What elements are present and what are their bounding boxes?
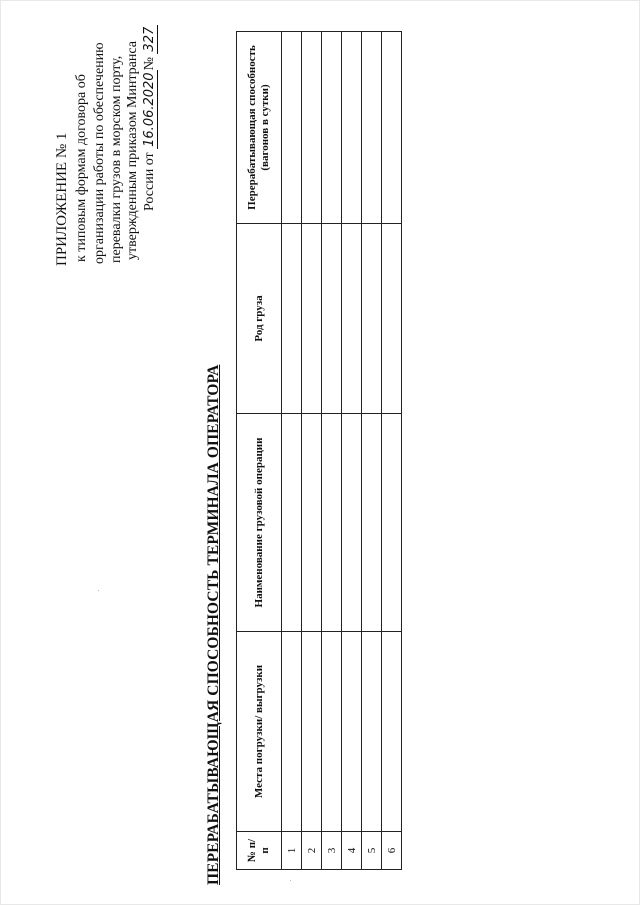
table-cell (302, 32, 322, 224)
table-row (362, 32, 382, 870)
header-cargo-type: Род груза (237, 224, 282, 414)
table-cell (282, 224, 302, 414)
table-cell (342, 414, 362, 632)
document-title: ПЕРЕРАБАТЫВАЮЩАЯ СПОСОБНОСТЬ ТЕРМИНАЛА ОПЕРАТОРА (205, 364, 222, 885)
handwritten-date: 16.06.2020 (142, 72, 157, 147)
row-number: 1 (282, 832, 302, 870)
table-cell (362, 32, 382, 224)
table-cell (322, 632, 342, 832)
row-number: 3 (322, 832, 342, 870)
appendix-line-1: к типовым формам договора об (74, 74, 89, 262)
table-row (382, 32, 402, 870)
table-cell (342, 32, 362, 224)
header-number: № п/п (237, 832, 282, 870)
appendix-line-4: утвержденным приказом Минтранса (125, 41, 140, 260)
table-cell (322, 32, 342, 224)
table-cell (302, 632, 322, 832)
table-header-row (237, 32, 282, 870)
table-cell (342, 632, 362, 832)
table-cell (362, 632, 382, 832)
row-number: 5 (362, 832, 382, 870)
scan-speck (98, 590, 99, 591)
table-cell (382, 224, 402, 414)
appendix-line-3: перевалки грузов в морском порту, (109, 55, 124, 263)
table-row (322, 32, 342, 870)
table-cell (362, 414, 382, 632)
row-number: 4 (342, 832, 362, 870)
table-cell (282, 414, 302, 632)
handwritten-number: 327 (142, 26, 157, 52)
table-row (342, 32, 362, 870)
number-sign: № (142, 57, 157, 71)
capacity-table (236, 32, 398, 870)
appendix-title: ПРИЛОЖЕНИЕ № 1 (54, 132, 70, 266)
scan-speck (290, 880, 291, 881)
table-cell (382, 32, 402, 224)
header-operation-name: Наименование грузовой операции (237, 414, 282, 632)
table-cell (322, 414, 342, 632)
table-cell (302, 224, 322, 414)
table-cell (382, 632, 402, 832)
table-cell (382, 414, 402, 632)
table-cell (282, 632, 302, 832)
header-capacity: Перерабатывающая способность (вагонов в сутки) (237, 32, 282, 224)
header-loading-places: Места погрузки/ выгрузки (237, 632, 282, 832)
row-number: 2 (302, 832, 322, 870)
table-cell (342, 224, 362, 414)
appendix-line-2: организации работы по обеспечению (92, 42, 107, 264)
appendix-header (54, 133, 70, 266)
table-cell (322, 224, 342, 414)
table-cell (362, 224, 382, 414)
table-row (302, 32, 322, 870)
appendix-date-line (142, 25, 158, 211)
table-cell (302, 414, 322, 632)
row-number: 6 (382, 832, 402, 870)
table-cell (282, 32, 302, 224)
date-prefix: России от (142, 152, 157, 211)
table-row (282, 32, 302, 870)
